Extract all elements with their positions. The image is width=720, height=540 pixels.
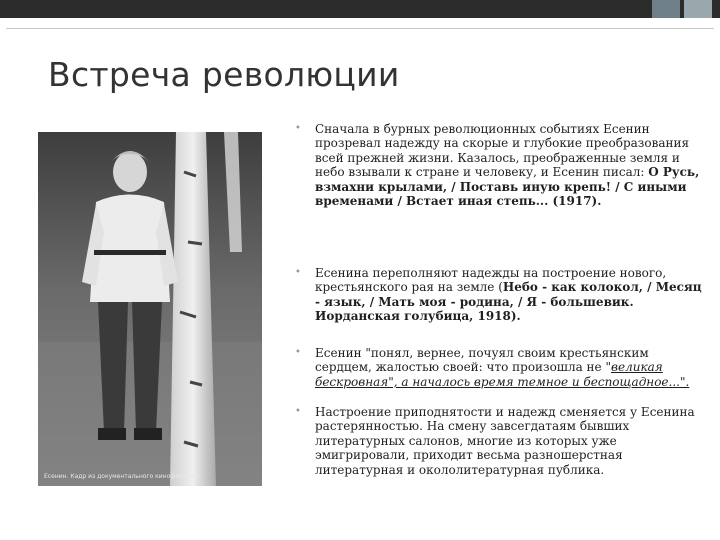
top-accent-block <box>652 0 680 18</box>
top-bar <box>0 0 720 18</box>
poem-quote: Небо - как колокол, / Месяц - язык, / Мать моя - родина, / Я - большевик. Иорданская голубица, 1918). <box>315 280 702 324</box>
top-accent-block <box>684 0 712 18</box>
bullet-text: Есенина переполняют надежды на построение нового, крестьянского рая на земле ( <box>315 266 667 295</box>
list-item <box>295 122 707 208</box>
bullet-text: Есенин "понял, вернее, почуял своим крестьянским сердцем, жалостью своей: что произошла не " <box>315 346 649 375</box>
bullet-text: Сначала в бурных революционных событиях Есенин прозревал надежду на скорые и глубокие преобразования всей прежней жизни. Казалось, преображенные земля и небо взывали к стране и человеку, и Есенин писал: <box>315 122 690 180</box>
portrait-photo <box>38 132 262 486</box>
title-divider <box>6 28 714 29</box>
bullet-icon: • <box>295 267 301 278</box>
quote-text: великая бескровная", а началось время темное и беспощадное...". <box>315 360 690 389</box>
bullet-text: Настроение приподнятости и надежд сменяется у Есенина растерянностью. На смену завсегдатаям бывших литературных салонов, многие из которых уже эмигрировали, приходит весьма разношерстная литературная и окололитературная публика. <box>315 405 695 477</box>
slide-title: Встреча революции <box>48 55 400 94</box>
list-item <box>295 405 707 477</box>
poem-quote: О Русь, взмахни крылами, / Поставь иную крепь! / С иными временами / Встает иная степь... (1917). <box>315 165 700 209</box>
list-item <box>295 346 707 389</box>
photo-caption: Есенин. Кадр из документального кинофильма <box>44 473 195 480</box>
bullet-icon: • <box>295 406 301 417</box>
bullet-icon: • <box>295 123 301 134</box>
list-item <box>295 266 707 324</box>
bullet-icon: • <box>295 347 301 358</box>
